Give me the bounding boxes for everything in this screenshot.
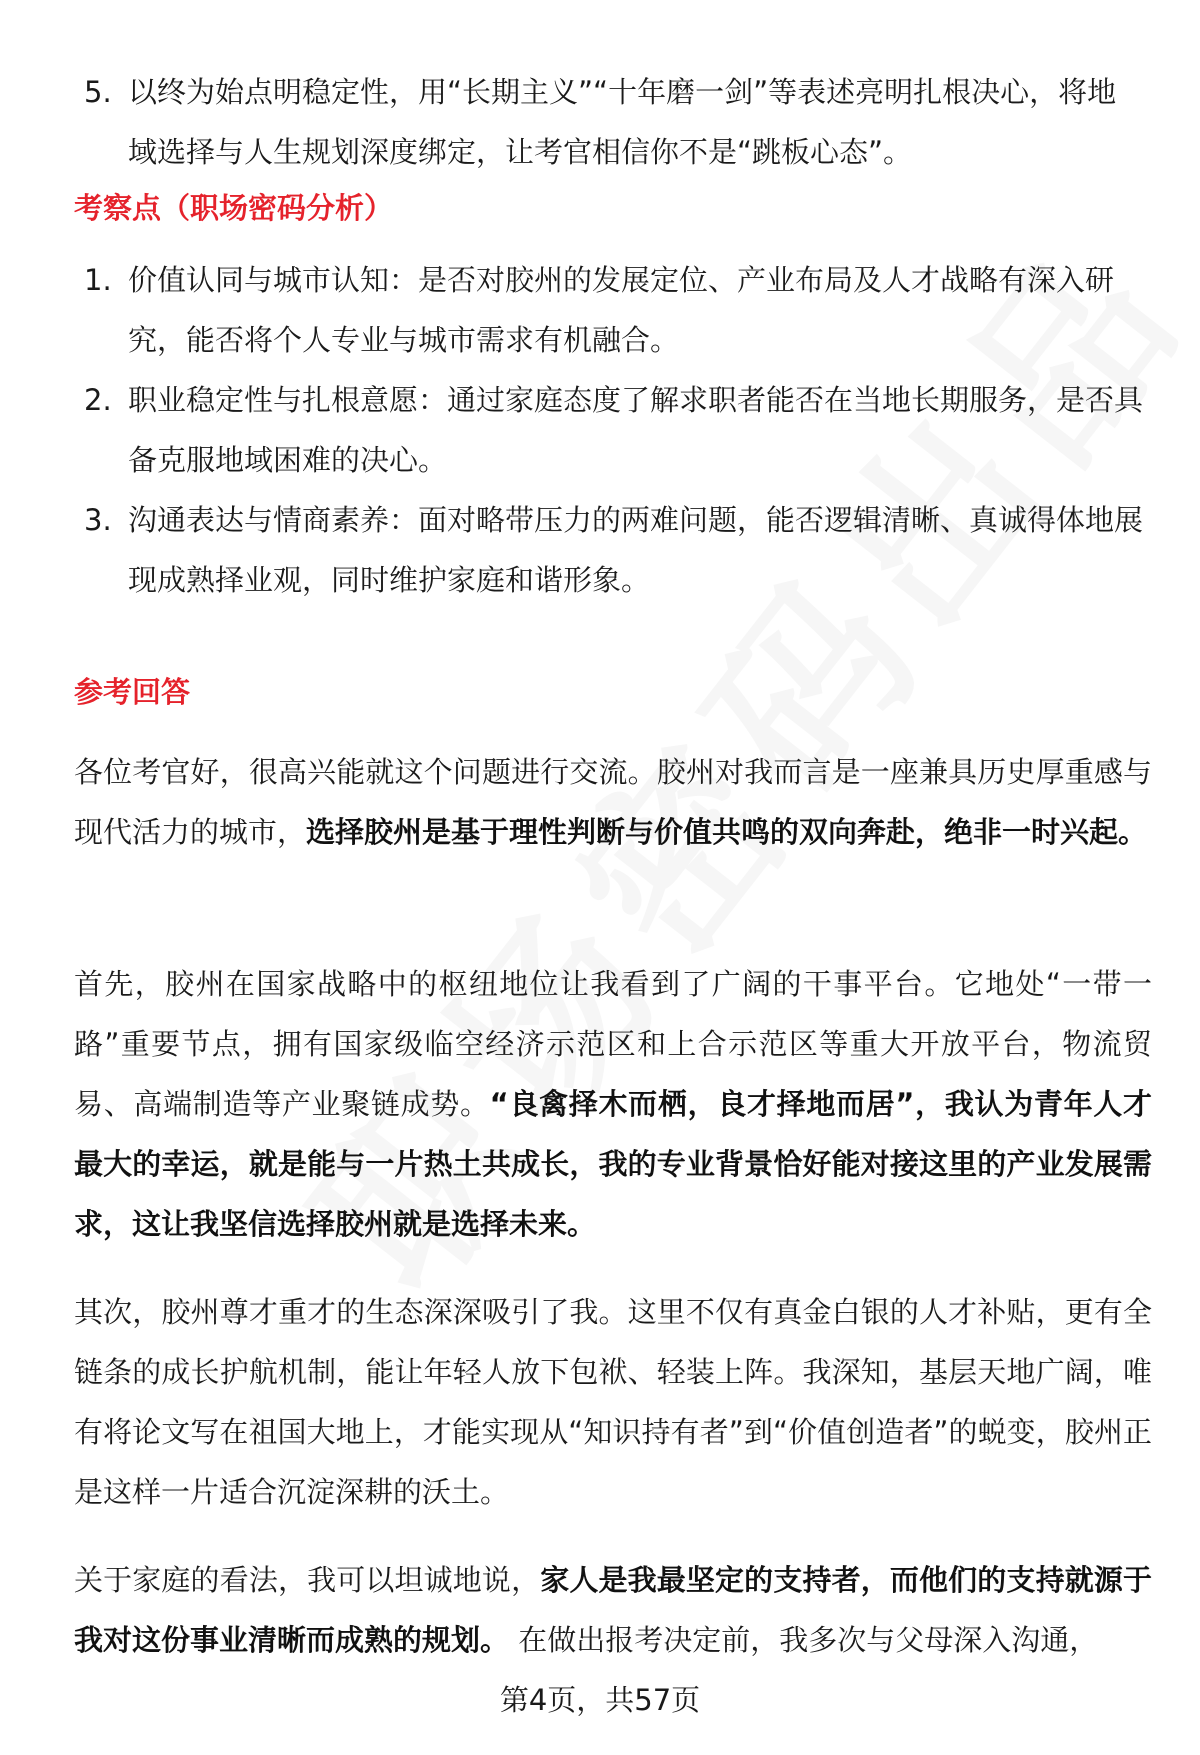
answer-paragraph-3 bbox=[74, 1282, 1152, 1522]
paragraph-text: 首先，胶州在国家战略中的枢纽地位让我看到了广阔的干事平台。它地处“一带一路”重要节点，拥有国家级临空经济示范区和上合示范区等重大开放平台，物流贸易、高端制造等产业聚链成势。 bbox=[74, 967, 1152, 1121]
list-text: 价值认同与城市认知：是否对胶州的发展定位、产业布局及人才战略有深入研究，能否将个人专业与城市需求有机融合。 bbox=[128, 263, 1115, 357]
paragraph-text: 关于家庭的看法，我可以坦诚地说， bbox=[74, 1563, 541, 1597]
exam-list bbox=[84, 250, 1144, 610]
paragraph-text: 各位考官好，很高兴能就这个问题进行交流。胶州对我而言是一座兼具历史厚重感与现代活力的城市， bbox=[74, 755, 1152, 849]
answer-paragraph-1 bbox=[74, 742, 1152, 862]
paragraph-text: 其次，胶州尊才重才的生态深深吸引了我。这里不仅有真金白银的人才补贴，更有全链条的成长护航机制，能让年轻人放下包袱、轻装上阵。我深知，基层天地广阔，唯有将论文写在祖国大地上，才能实现从“知识持有者”到“价值创造者”的蜕变，胶州正是这样一片适合沉淀深耕的沃土。 bbox=[74, 1295, 1152, 1509]
list-text: 以终为始点明稳定性，用“长期主义”“十年磨一剑”等表述亮明扎根决心，将地域选择与人生规划深度绑定，让考官相信你不是“跳板心态”。 bbox=[128, 75, 1117, 169]
section-heading-exam: 考察点（职场密码分析） bbox=[74, 191, 394, 225]
list-number: 2. bbox=[84, 383, 112, 417]
list-number: 3. bbox=[84, 503, 112, 537]
list-number: 5. bbox=[84, 75, 112, 109]
page-footer: 第4页，共57页 bbox=[499, 1683, 701, 1717]
paragraph-emphasis: “良禽择木而栖，良才择地而居”，我认为青年人才最大的幸运，就是能与一片热土共成长，我的专业背景恰好能对接这里的产业发展需求，这让我坚信选择胶州就是选择未来。 bbox=[74, 1087, 1152, 1241]
list-item bbox=[84, 62, 1144, 182]
list-text: 职业稳定性与扎根意愿：通过家庭态度了解求职者能否在当地长期服务，是否具备克服地域困难的决心。 bbox=[128, 383, 1144, 477]
top-list bbox=[84, 62, 1144, 182]
answer-paragraph-4 bbox=[74, 1550, 1152, 1670]
paragraph-emphasis: 家人是我最坚定的支持者，而他们的支持就源于我对这份事业清晰而成熟的规划。 bbox=[74, 1563, 1152, 1657]
list-text: 沟通表达与情商素养：面对略带压力的两难问题，能否逻辑清晰、真诚得体地展现成熟择业观，同时维护家庭和谐形象。 bbox=[128, 503, 1144, 597]
list-number: 1. bbox=[84, 263, 112, 297]
answer-paragraph-2 bbox=[74, 954, 1152, 1254]
section-heading-answer: 参考回答 bbox=[74, 675, 191, 709]
list-item bbox=[84, 250, 1144, 370]
paragraph-emphasis: 选择胶州是基于理性判断与价值共鸣的双向奔赴，绝非一时兴起。 bbox=[306, 815, 1148, 849]
list-item bbox=[84, 370, 1144, 490]
paragraph-text: 在做出报考决定前，我多次与父母深入沟通， bbox=[509, 1623, 1099, 1657]
list-item bbox=[84, 490, 1144, 610]
